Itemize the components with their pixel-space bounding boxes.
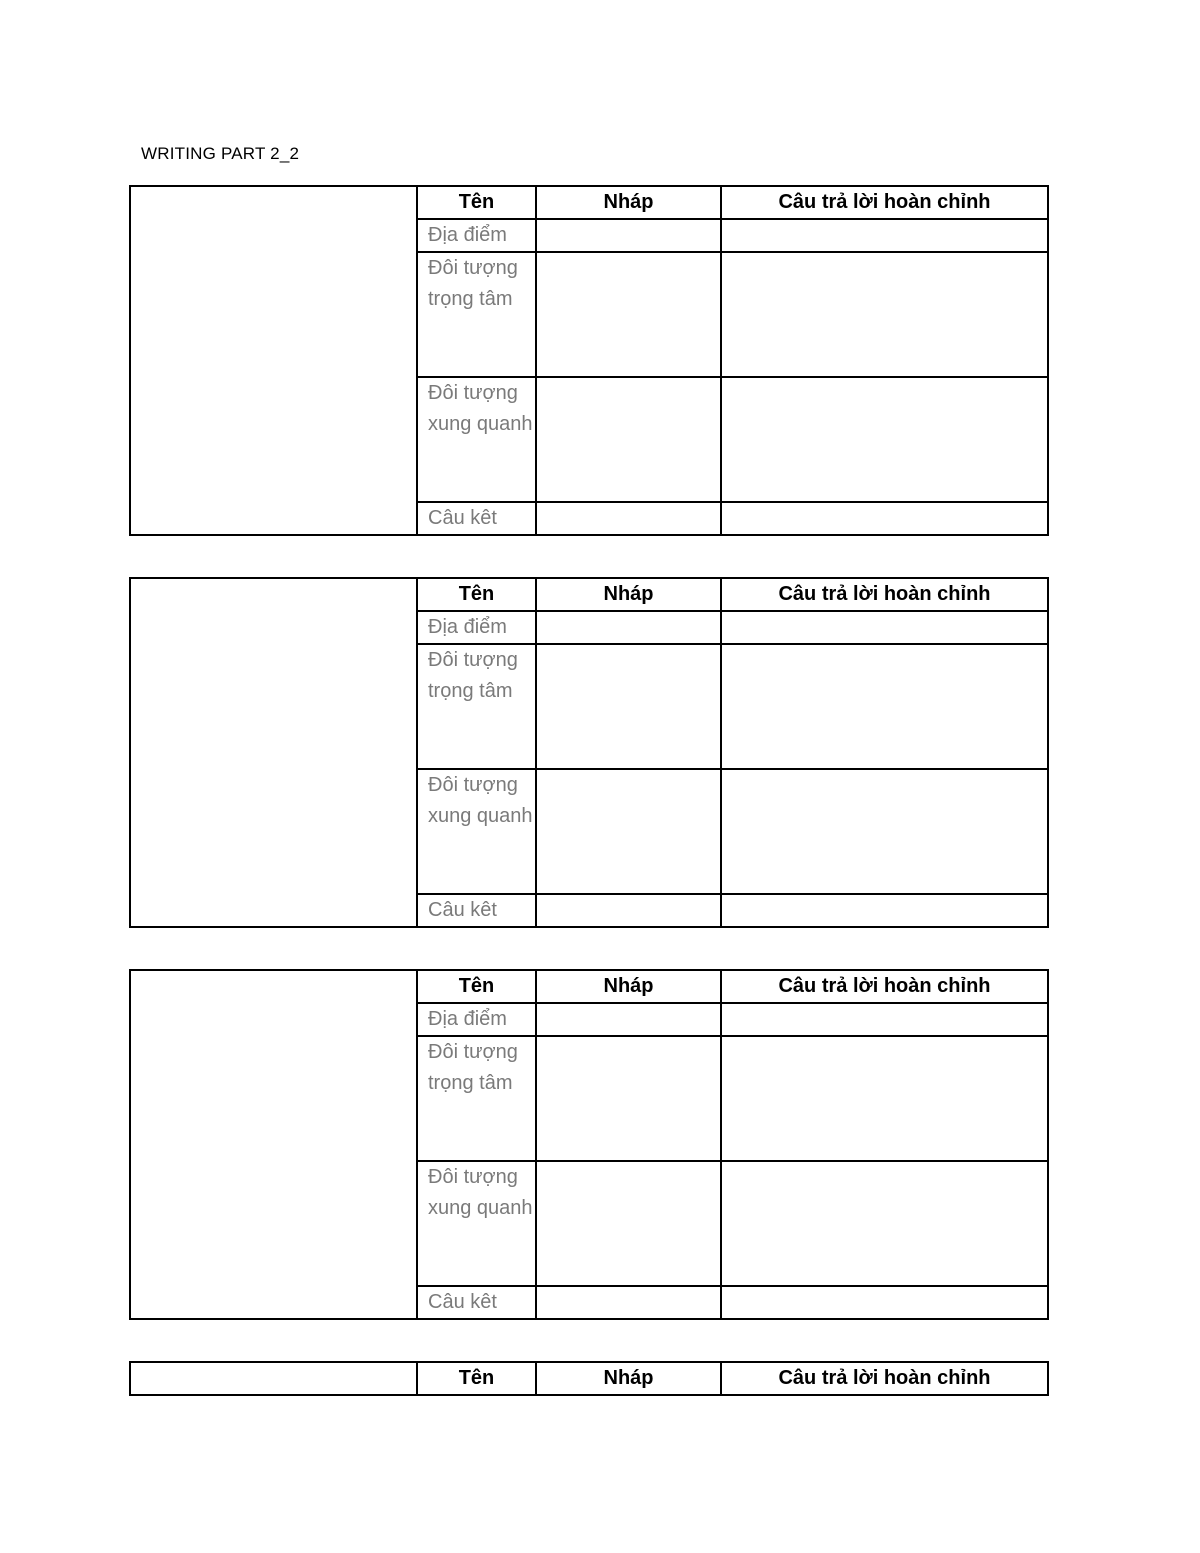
column-header-name: Tên [417,578,536,611]
picture-cell[interactable] [130,1362,417,1395]
row-label-main-subject: Đôi tượng trọng tâm [417,252,536,377]
draft-cell[interactable] [536,644,721,769]
draft-cell[interactable] [536,1286,721,1319]
draft-cell[interactable] [536,252,721,377]
row-label-conclusion: Câu kêt [417,502,536,535]
answer-cell[interactable] [721,611,1048,644]
answer-cell[interactable] [721,1036,1048,1161]
answer-cell[interactable] [721,252,1048,377]
draft-cell[interactable] [536,1161,721,1286]
header-row [130,970,1048,1003]
draft-cell[interactable] [536,219,721,252]
worksheet-table-1 [129,185,1049,536]
row-label-main-subject: Đôi tượng trọng tâm [417,644,536,769]
row-label-location: Địa điểm [417,219,536,252]
header-row [130,578,1048,611]
draft-cell[interactable] [536,1036,721,1161]
draft-cell[interactable] [536,377,721,502]
worksheet-table-4 [129,1361,1049,1396]
row-label-conclusion: Câu kêt [417,1286,536,1319]
answer-cell[interactable] [721,1286,1048,1319]
row-label-location: Địa điểm [417,611,536,644]
header-row [130,1362,1048,1395]
column-header-final-answer: Câu trả lời hoàn chỉnh [721,970,1048,1003]
column-header-final-answer: Câu trả lời hoàn chỉnh [721,1362,1048,1395]
document-title: WRITING PART 2_2 [141,144,300,163]
answer-cell[interactable] [721,1003,1048,1036]
column-header-name: Tên [417,970,536,1003]
column-header-final-answer: Câu trả lời hoàn chỉnh [721,186,1048,219]
draft-cell[interactable] [536,611,721,644]
answer-cell[interactable] [721,502,1048,535]
picture-cell[interactable] [130,186,417,535]
row-label-location: Địa điểm [417,1003,536,1036]
answer-cell[interactable] [721,644,1048,769]
picture-cell[interactable] [130,970,417,1319]
column-header-draft: Nháp [536,970,721,1003]
picture-cell[interactable] [130,578,417,927]
column-header-draft: Nháp [536,186,721,219]
column-header-name: Tên [417,1362,536,1395]
row-label-surrounding-objects: Đôi tượng xung quanh [417,377,536,502]
row-label-surrounding-objects: Đôi tượng xung quanh [417,769,536,894]
draft-cell[interactable] [536,502,721,535]
column-header-draft: Nháp [536,578,721,611]
worksheet-table-2 [129,577,1049,928]
answer-cell[interactable] [721,1161,1048,1286]
answer-cell[interactable] [721,894,1048,927]
row-label-main-subject: Đôi tượng trọng tâm [417,1036,536,1161]
header-row [130,186,1048,219]
draft-cell[interactable] [536,1003,721,1036]
column-header-final-answer: Câu trả lời hoàn chỉnh [721,578,1048,611]
answer-cell[interactable] [721,219,1048,252]
draft-cell[interactable] [536,769,721,894]
row-label-conclusion: Câu kêt [417,894,536,927]
column-header-name: Tên [417,186,536,219]
draft-cell[interactable] [536,894,721,927]
answer-cell[interactable] [721,769,1048,894]
row-label-surrounding-objects: Đôi tượng xung quanh [417,1161,536,1286]
worksheet-table-3 [129,969,1049,1320]
answer-cell[interactable] [721,377,1048,502]
column-header-draft: Nháp [536,1362,721,1395]
